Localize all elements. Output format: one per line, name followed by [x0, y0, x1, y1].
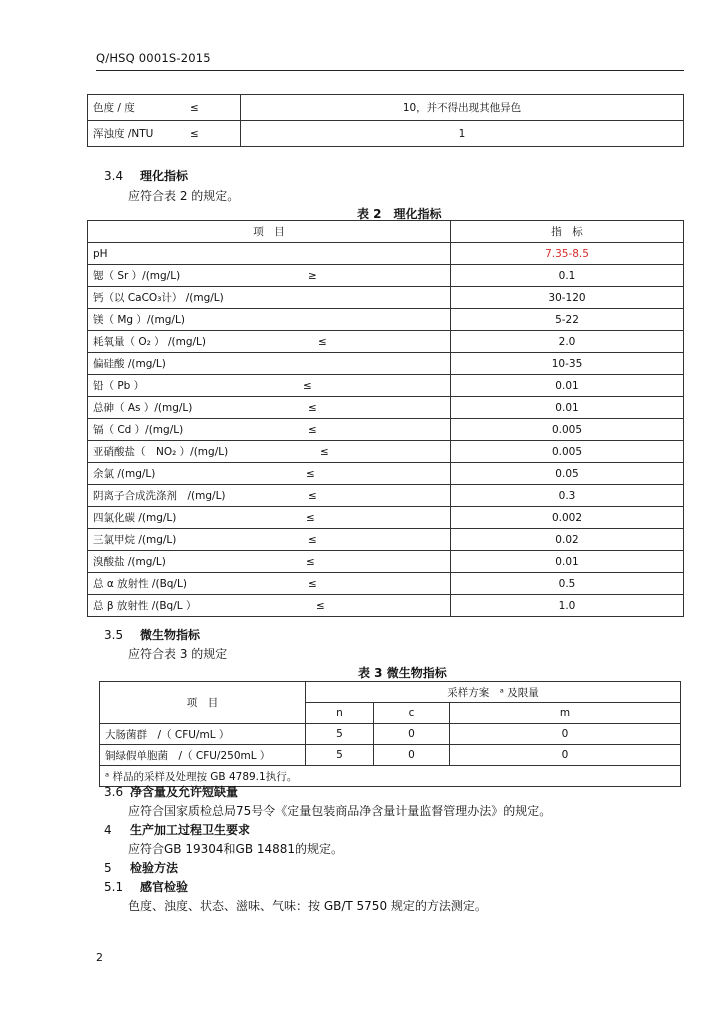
table-cell-item [88, 331, 451, 353]
comparison-symbol: ≤ [306, 555, 315, 568]
table-cell-value: 2.0 [451, 331, 684, 353]
table-row [88, 485, 684, 507]
table-row [88, 551, 684, 573]
section-number: 3.6 [104, 785, 124, 799]
page-number: 2 [96, 951, 103, 964]
item-label: 总 β 放射性 /(Bq/L ） [93, 600, 197, 612]
table-cell-c: 0 [374, 724, 450, 745]
item-label: 锶（ Sr ）/(mg/L) [93, 270, 181, 282]
section-text: 应符合表 2 的规定。 [128, 189, 240, 203]
table3-caption: 表 3 微生物指标 [358, 666, 447, 680]
comparison-symbol: ≤ [320, 445, 329, 458]
header-rule [96, 70, 684, 71]
item-label: 浑浊度 /NTU [93, 128, 154, 140]
section-heading-4 [104, 821, 250, 838]
comparison-symbol: ≤ [190, 101, 199, 114]
standard-code: Q/HSQ 0001S-2015 [96, 51, 211, 65]
item-label: 偏硅酸 /(mg/L) [93, 358, 166, 370]
section-title: 检验方法 [130, 861, 179, 875]
item-label: 总砷（ As ）/(mg/L) [93, 402, 193, 414]
section-number: 5 [104, 861, 112, 875]
header-m: m [450, 703, 681, 724]
item-label: 亚硝酸盐（ NO₂ ）/(mg/L) [93, 446, 229, 458]
table-cell-item [88, 551, 451, 573]
table-cell-item: 铜绿假单胞菌 /（ CFU/250mL ） [100, 745, 306, 766]
section-title: 理化指标 [140, 169, 189, 183]
table-cell-item [88, 353, 451, 375]
table-cell-value: 0.3 [451, 485, 684, 507]
comparison-symbol: ≥ [308, 269, 317, 282]
table-row [88, 507, 684, 529]
item-label: 余氯 /(mg/L) [93, 468, 156, 480]
table-cell-value: 0.01 [451, 375, 684, 397]
table-cell-item [88, 441, 451, 463]
section-heading-5 [104, 859, 178, 876]
table-cell-item [88, 463, 451, 485]
table-row [100, 745, 681, 766]
section-heading-3-6 [104, 783, 238, 800]
item-label: 镉（ Cd ）/(mg/L) [93, 424, 184, 436]
table-cell-value: 10，并不得出现其他异色 [241, 95, 684, 121]
table-cell-item [88, 95, 241, 121]
table-cell-value: 30-120 [451, 287, 684, 309]
item-label: 色度 / 度 [93, 102, 135, 114]
item-label: 钙（以 CaCO₃计） /(mg/L) [93, 292, 224, 304]
item-label: 溴酸盐 /(mg/L) [93, 556, 166, 568]
table-cell-item [88, 397, 451, 419]
table-cell-item [88, 485, 451, 507]
comparison-symbol: ≤ [303, 379, 312, 392]
table-cell-item [88, 507, 451, 529]
item-label: 总 α 放射性 /(Bq/L) [93, 578, 187, 590]
table-row [88, 121, 684, 147]
item-label: pH [93, 247, 108, 260]
table-header-row [88, 221, 684, 243]
item-label: 阴离子合成洗涤剂 /(mg/L) [93, 490, 226, 502]
physicochemical-table [87, 220, 684, 617]
sensory-table-continued [87, 94, 684, 147]
item-label: 三氯甲烷 /(mg/L) [93, 534, 177, 546]
section-title: 感官检验 [140, 880, 189, 894]
table-row [88, 95, 684, 121]
table-cell-item [88, 265, 451, 287]
table-cell-m: 0 [450, 745, 681, 766]
comparison-symbol: ≤ [308, 401, 317, 414]
table-row [88, 331, 684, 353]
section-text: 色度、浊度、状态、滋味、气味：按 GB/T 5750 规定的方法测定。 [128, 899, 487, 913]
table-cell-value: 0.05 [451, 463, 684, 485]
table-cell-item [88, 375, 451, 397]
comparison-symbol: ≤ [308, 533, 317, 546]
table-cell-item [88, 573, 451, 595]
table2-caption: 表 2 理化指标 [357, 207, 442, 221]
item-label: 镁（ Mg ）/(mg/L) [93, 314, 185, 326]
section-heading-3-5 [104, 626, 200, 643]
table-row [88, 287, 684, 309]
comparison-symbol: ≤ [308, 423, 317, 436]
table-cell-value: 0.5 [451, 573, 684, 595]
comparison-symbol: ≤ [306, 467, 315, 480]
table-cell-m: 0 [450, 724, 681, 745]
comparison-symbol: ≤ [308, 489, 317, 502]
table-row [88, 375, 684, 397]
table-footnote: ᵃ 样品的采样及处理按 GB 4789.1执行。 [100, 766, 681, 787]
item-label: 四氯化碳 /(mg/L) [93, 512, 177, 524]
table-cell-item [88, 419, 451, 441]
table-cell-item [88, 243, 451, 265]
table-row [88, 397, 684, 419]
table-cell-value: 0.02 [451, 529, 684, 551]
table-cell-n: 5 [306, 745, 374, 766]
table-row [88, 573, 684, 595]
comparison-symbol: ≤ [306, 511, 315, 524]
table-row [88, 463, 684, 485]
table-cell-value: 0.01 [451, 551, 684, 573]
table-row [88, 441, 684, 463]
table-cell-item [88, 529, 451, 551]
table-cell-c: 0 [374, 745, 450, 766]
table-cell-n: 5 [306, 724, 374, 745]
table-cell-item [88, 121, 241, 147]
table-row [88, 529, 684, 551]
table-cell-value: 10-35 [451, 353, 684, 375]
table-cell-value: 7.35-8.5 [451, 243, 684, 265]
section-heading-3-4 [104, 167, 188, 184]
comparison-symbol: ≤ [308, 577, 317, 590]
comparison-symbol: ≤ [316, 599, 325, 612]
header-n: n [306, 703, 374, 724]
table-row [88, 595, 684, 617]
section-text: 应符合GB 19304和GB 14881的规定。 [128, 842, 344, 856]
header-value: 指 标 [451, 221, 684, 243]
header-item: 项 目 [100, 682, 306, 724]
header-plan: 采样方案 ᵃ 及限量 [306, 682, 681, 703]
table-row [88, 353, 684, 375]
section-number: 3.5 [104, 628, 124, 642]
section-title: 净含量及允许短缺量 [130, 785, 239, 799]
table-cell-item [88, 309, 451, 331]
section-number: 4 [104, 823, 112, 837]
table-cell-item: 大肠菌群 /（ CFU/mL ） [100, 724, 306, 745]
table-cell-value: 0.005 [451, 419, 684, 441]
table-cell-value: 5-22 [451, 309, 684, 331]
table-cell-value: 1 [241, 121, 684, 147]
table-row [88, 243, 684, 265]
header-c: c [374, 703, 450, 724]
table-row [88, 419, 684, 441]
table-cell-value: 0.005 [451, 441, 684, 463]
microbiology-table [99, 681, 681, 787]
table-cell-item [88, 595, 451, 617]
item-label: 耗氧量（ O₂ ） /(mg/L) [93, 336, 206, 348]
section-heading-5-1 [104, 878, 188, 895]
table-cell-value: 0.1 [451, 265, 684, 287]
section-number: 5.1 [104, 880, 124, 894]
table-row [100, 724, 681, 745]
table-row [88, 309, 684, 331]
section-number: 3.4 [104, 169, 124, 183]
comparison-symbol: ≤ [318, 335, 327, 348]
table-cell-value: 0.002 [451, 507, 684, 529]
table-header-row [100, 682, 681, 703]
table-cell-value: 0.01 [451, 397, 684, 419]
section-text: 应符合表 3 的规定 [128, 647, 228, 661]
section-text: 应符合国家质检总局75号令《定量包装商品净含量计量监督管理办法》的规定。 [128, 804, 552, 818]
section-title: 微生物指标 [140, 628, 201, 642]
comparison-symbol: ≤ [190, 127, 199, 140]
table-row [88, 265, 684, 287]
table-cell-item [88, 287, 451, 309]
table-cell-value: 1.0 [451, 595, 684, 617]
header-item: 项 目 [88, 221, 451, 243]
section-title: 生产加工过程卫生要求 [130, 823, 251, 837]
item-label: 铅（ Pb ） [93, 380, 145, 392]
